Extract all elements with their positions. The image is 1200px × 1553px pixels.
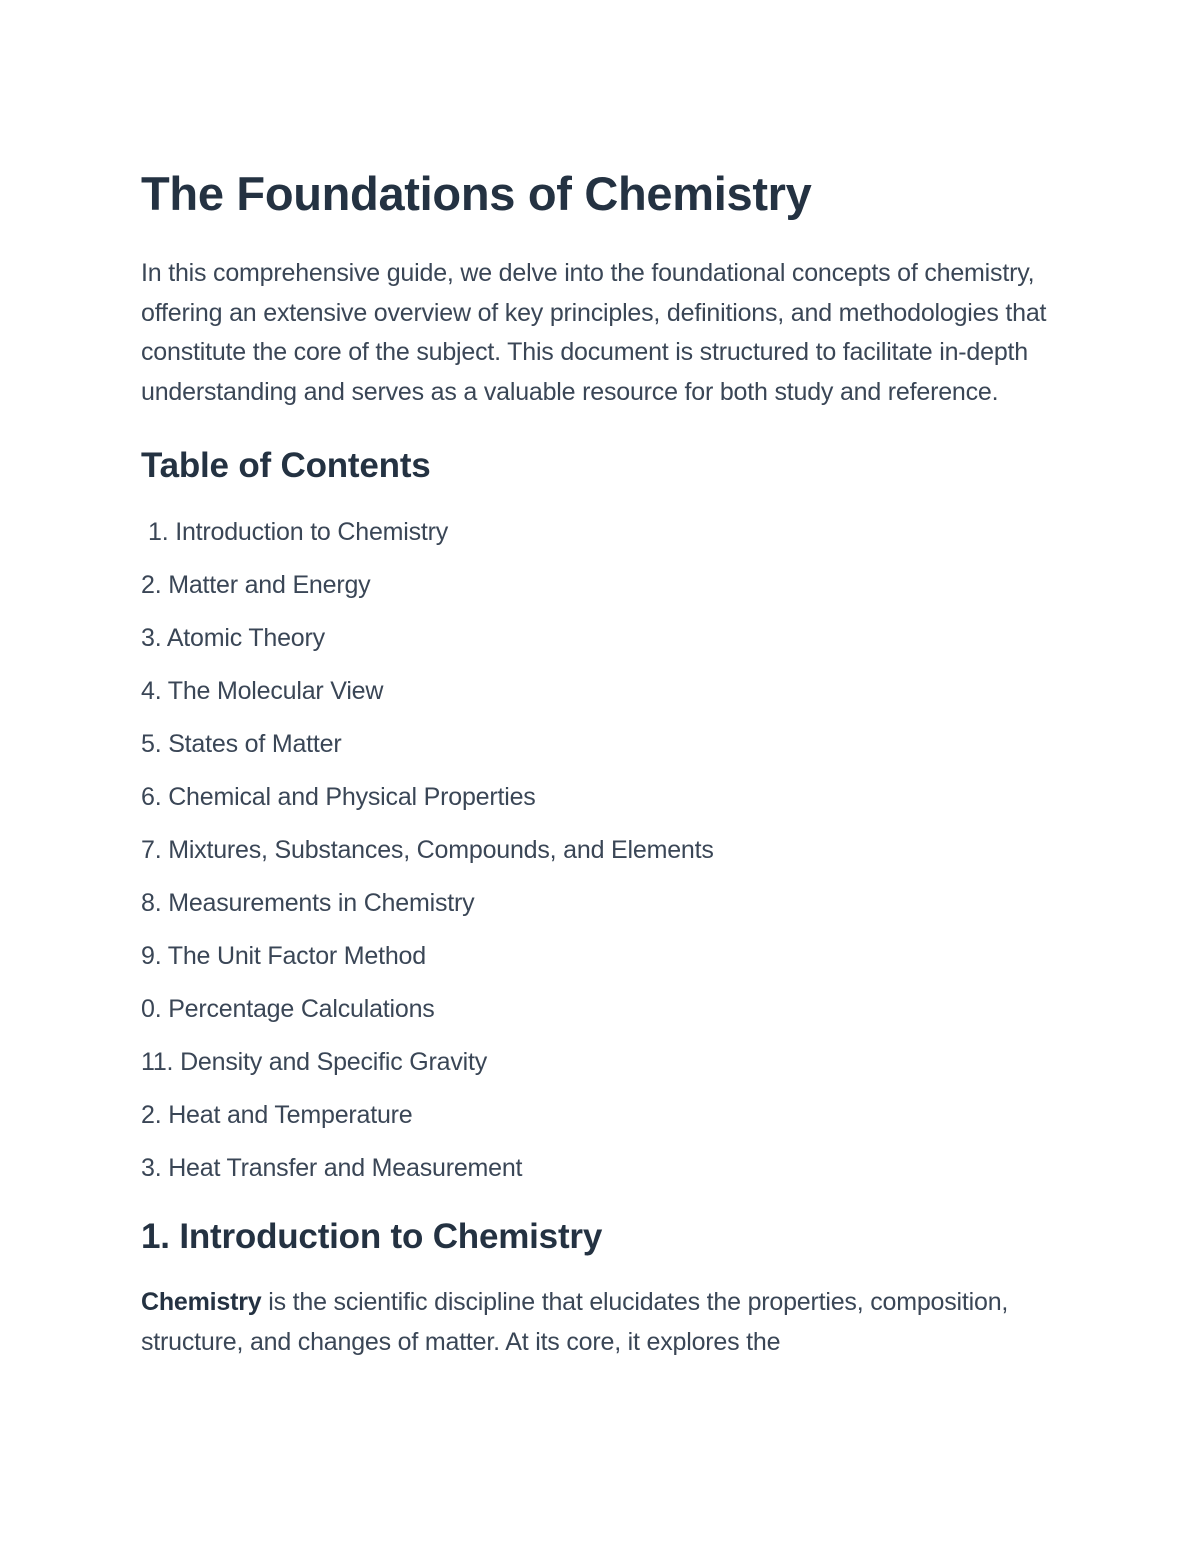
toc-item-number: 4. (141, 677, 162, 705)
toc-item-number: 7. (141, 836, 162, 864)
toc-item[interactable] (141, 824, 1071, 877)
toc-item-label: The Unit Factor Method (167, 942, 426, 970)
toc-item-label: The Molecular View (167, 677, 384, 705)
toc-item-number: 3. (141, 624, 162, 652)
toc-item-label: Introduction to Chemistry (175, 518, 449, 546)
toc-item[interactable] (141, 718, 1071, 771)
toc-item-label: Heat Transfer and Measurement (168, 1154, 523, 1182)
toc-item-number: 2. (141, 1101, 162, 1129)
toc-item-number: 1. (148, 518, 169, 546)
toc-item-label: Percentage Calculations (168, 995, 435, 1023)
document-page (141, 164, 1071, 1362)
toc-item-number: 6. (141, 783, 162, 811)
toc-item-label: Matter and Energy (168, 571, 371, 599)
toc-item-number: 11. (141, 1048, 174, 1076)
toc-item-label: States of Matter (168, 730, 342, 758)
toc-item[interactable] (141, 930, 1071, 983)
toc-item[interactable] (141, 771, 1071, 824)
toc-item-label: Atomic Theory (166, 624, 325, 652)
toc-item-number: 3. (141, 1154, 162, 1182)
toc-item[interactable] (141, 559, 1071, 612)
toc-item-label: Chemical and Physical Properties (168, 783, 536, 811)
toc-heading: Table of Contents (141, 446, 431, 485)
toc-item[interactable] (141, 612, 1071, 665)
toc-item[interactable] (141, 1089, 1071, 1142)
section-heading: 1. Introduction to Chemistry (141, 1217, 603, 1256)
toc-item-number: 5. (141, 730, 162, 758)
toc-item[interactable] (141, 1036, 1071, 1089)
toc-item-label: Measurements in Chemistry (168, 889, 475, 917)
toc-item[interactable] (141, 1142, 1071, 1195)
toc-item-label: Density and Specific Gravity (180, 1048, 488, 1076)
toc-item-number: 9. (141, 942, 162, 970)
section-paragraph-text: is the scientific discipline that elucidates the properties, composition, structure, and changes of matter. At its core, it explores the (141, 1288, 1009, 1356)
document-title: The Foundations of Chemistry (141, 167, 812, 220)
toc-list (141, 506, 1071, 1195)
toc-item[interactable] (141, 983, 1071, 1036)
toc-item[interactable] (141, 506, 1071, 559)
section-paragraph (141, 1283, 1071, 1362)
toc-item-label: Heat and Temperature (168, 1101, 413, 1129)
toc-item-number: 0. (141, 995, 162, 1023)
defined-term: Chemistry (141, 1288, 262, 1316)
toc-item[interactable] (141, 877, 1071, 930)
toc-item-label: Mixtures, Substances, Compounds, and Elements (168, 836, 714, 864)
toc-item-number: 2. (141, 571, 162, 599)
toc-item[interactable] (141, 665, 1071, 718)
toc-item-number: 8. (141, 889, 162, 917)
intro-paragraph: In this comprehensive guide, we delve into the foundational concepts of chemistry, offering an extensive overview of key principles, definitions, and methodologies that constitute the core of the subject. This document is structured to facilitate in-depth understanding and serves as a valuable resource for both study and reference. (141, 259, 1047, 406)
